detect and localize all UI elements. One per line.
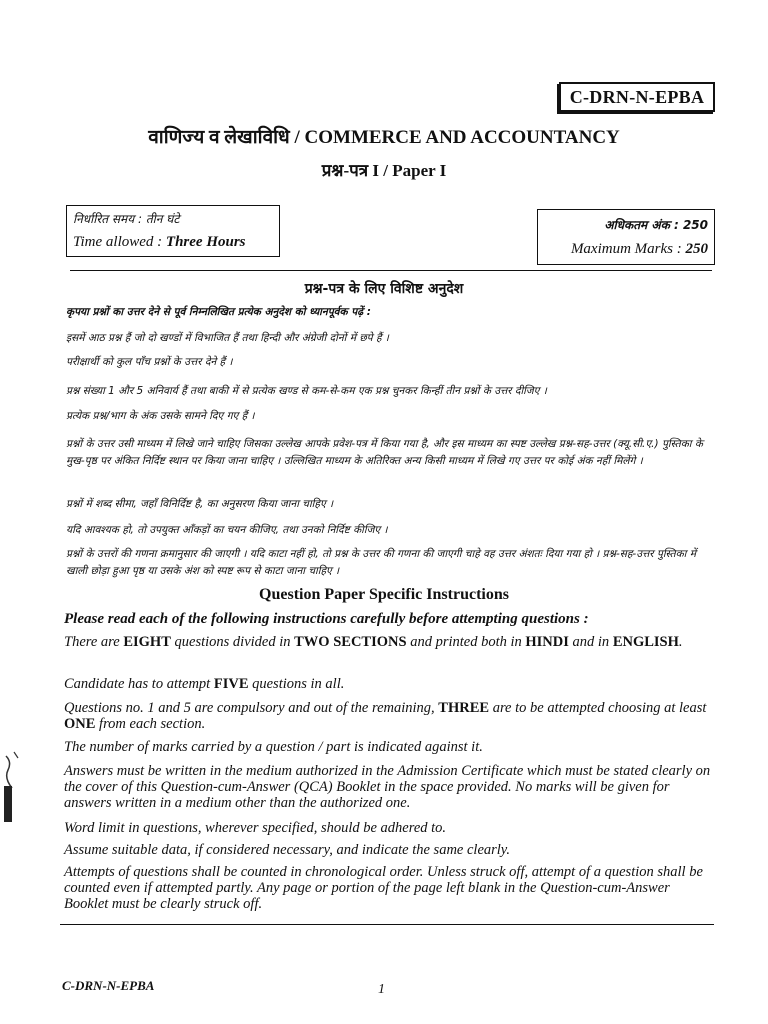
english-item-5: Answers must be written in the medium authorized in the Admission Certificate which must be stated clearly on the cover of this Question-cum-Answer (QCA) Booklet in the space provided. No marks will be given for answers written in a medium other than the authorized one.: [64, 763, 711, 811]
hindi-item-4: प्रत्येक प्रश्न/भाग के अंक उसके सामने दिए गए हैं ।: [66, 410, 255, 422]
english-item-3-text-c: are to be attempted choosing at least: [489, 700, 707, 716]
time-allowed-hindi: निर्धारित समय : तीन घंटे: [73, 212, 180, 226]
divider-top: [70, 270, 712, 271]
english-item-1-text-g: and in: [568, 634, 613, 650]
hindi-item-3: प्रश्न संख्या 1 और 5 अनिवार्य हैं तथा बाकी में से प्रत्येक खण्ड से कम-से-कम एक प्रश्न चुनकर किन्हीं तीन प्रश्नों के उत्तर दीजिए ।: [66, 385, 547, 397]
english-item-2-text-c: questions in all.: [248, 676, 345, 692]
paper-label: प्रश्न-पत्र I / Paper I: [321, 161, 447, 180]
english-item-1-text-e: and printed both in: [406, 634, 526, 650]
maximum-marks-label: Maximum Marks :: [570, 241, 686, 257]
english-item-3-text-a: Questions no. 1 and 5 are compulsory and out of the remaining,: [64, 700, 439, 716]
maximum-marks-hindi: अधिकतम अंक : 250: [604, 218, 708, 232]
maximum-marks-english: [544, 237, 708, 261]
time-allowed-box: [66, 205, 280, 257]
scan-binding-mark: [0, 750, 24, 830]
english-item-3-text-e: from each section.: [95, 716, 206, 732]
english-item-3-bold-one: ONE: [64, 716, 96, 732]
english-item-1: [64, 634, 712, 650]
footer-paper-code: C-DRN-N-EPBA: [62, 978, 155, 993]
english-item-1-bold-hindi: HINDI: [525, 634, 569, 650]
time-allowed-english: [73, 231, 273, 254]
english-item-8: Attempts of questions shall be counted in chronological order. Unless struck off, attempt of a question shall be counted even if attempted partly. Any page or portion of the page left blank in the Question-cum-Answer Booklet must be clearly struck off.: [64, 864, 703, 912]
hindi-item-1: इसमें आठ प्रश्न हैं जो दो खण्डों में विभाजित हैं तथा हिन्दी और अंग्रेजी दोनों में छपे हैं ।: [66, 332, 389, 344]
english-item-1-bold-sections: TWO SECTIONS: [294, 634, 407, 650]
english-item-4: The number of marks carried by a question / part is indicated against it.: [64, 739, 483, 755]
english-item-3-bold-three: THREE: [438, 700, 490, 716]
hindi-item-7: यदि आवश्यक हो, तो उपयुक्त आँकड़ों का चयन कीजिए, तथा उनको निर्दिष्ट कीजिए ।: [66, 524, 388, 536]
time-allowed-value: Three Hours: [165, 234, 246, 250]
english-intro: Please read each of the following instructions carefully before attempting questions :: [64, 611, 589, 627]
english-item-1-bold-eight: EIGHT: [123, 634, 171, 650]
divider-bottom: [60, 924, 714, 925]
english-item-6: Word limit in questions, wherever specified, should be adhered to.: [64, 820, 447, 836]
english-item-1-text-c: questions divided in: [170, 634, 295, 650]
english-item-1-text-a: There are: [64, 634, 124, 650]
subject-title: वाणिज्य व लेखाविधि / COMMERCE AND ACCOUNTANCY: [148, 127, 620, 148]
paper-code-box: C-DRN-N-EPBA: [559, 82, 715, 112]
english-item-1-text-i: .: [678, 634, 683, 650]
time-allowed-label: Time allowed :: [73, 234, 166, 250]
hindi-intro: कृपया प्रश्नों का उत्तर देने से पूर्व निम्नलिखित प्रत्येक अनुदेश को ध्यानपूर्वक पढ़ें :: [66, 306, 371, 318]
english-item-1-bold-english: ENGLISH: [612, 634, 679, 650]
hindi-item-5: प्रश्नों के उत्तर उसी माध्यम में लिखे जाने चाहिए जिसका उल्लेख आपके प्रवेश-पत्र में किया गया है, और इस माध्यम का स्पष्ट उल्लेख प्रश्न-सह-उत्तर (क्यू.सी.ए.) पुस्तिका के मुख-पृष्ठ पर अंकित निर्दिष्ट स्थान पर किया जाना चाहिए । उल्लिखित माध्यम के अतिरिक्त अन्य किसी माध्यम में लिखे गए उत्तर पर कोई अंक नहीं मिलेंगे ।: [66, 438, 703, 467]
english-item-3: [64, 700, 712, 732]
english-item-2-text-a: Candidate has to attempt: [64, 676, 214, 692]
hindi-instructions-heading: प्रश्न-पत्र के लिए विशिष्ट अनुदेश: [304, 281, 464, 297]
english-instructions-heading: Question Paper Specific Instructions: [259, 586, 509, 603]
hindi-item-6: प्रश्नों में शब्द सीमा, जहाँ विनिर्दिष्ट है, का अनुसरण किया जाना चाहिए ।: [66, 498, 334, 510]
english-item-2-bold-five: FIVE: [213, 676, 249, 692]
english-item-2: [64, 676, 712, 692]
maximum-marks-box: [537, 209, 715, 265]
page-number: 1: [378, 982, 385, 997]
hindi-item-8: प्रश्नों के उत्तरों की गणना क्रमानुसार की जाएगी । यदि काटा नहीं हो, तो प्रश्न के उत्तर की गणना की जाएगी चाहे वह उत्तर अंशतः दिया गया हो । प्रश्न-सह-उत्तर पुस्तिका में खाली छोड़ा हुआ पृष्ठ या उसके अंश को स्पष्ट रूप से काटा जाना चाहिए ।: [66, 548, 697, 577]
maximum-marks-value: 250: [685, 241, 708, 257]
english-item-7: Assume suitable data, if considered necessary, and indicate the same clearly.: [64, 842, 511, 858]
hindi-item-2: परीक्षार्थी को कुल पाँच प्रश्नों के उत्तर देने हैं ।: [66, 356, 233, 368]
